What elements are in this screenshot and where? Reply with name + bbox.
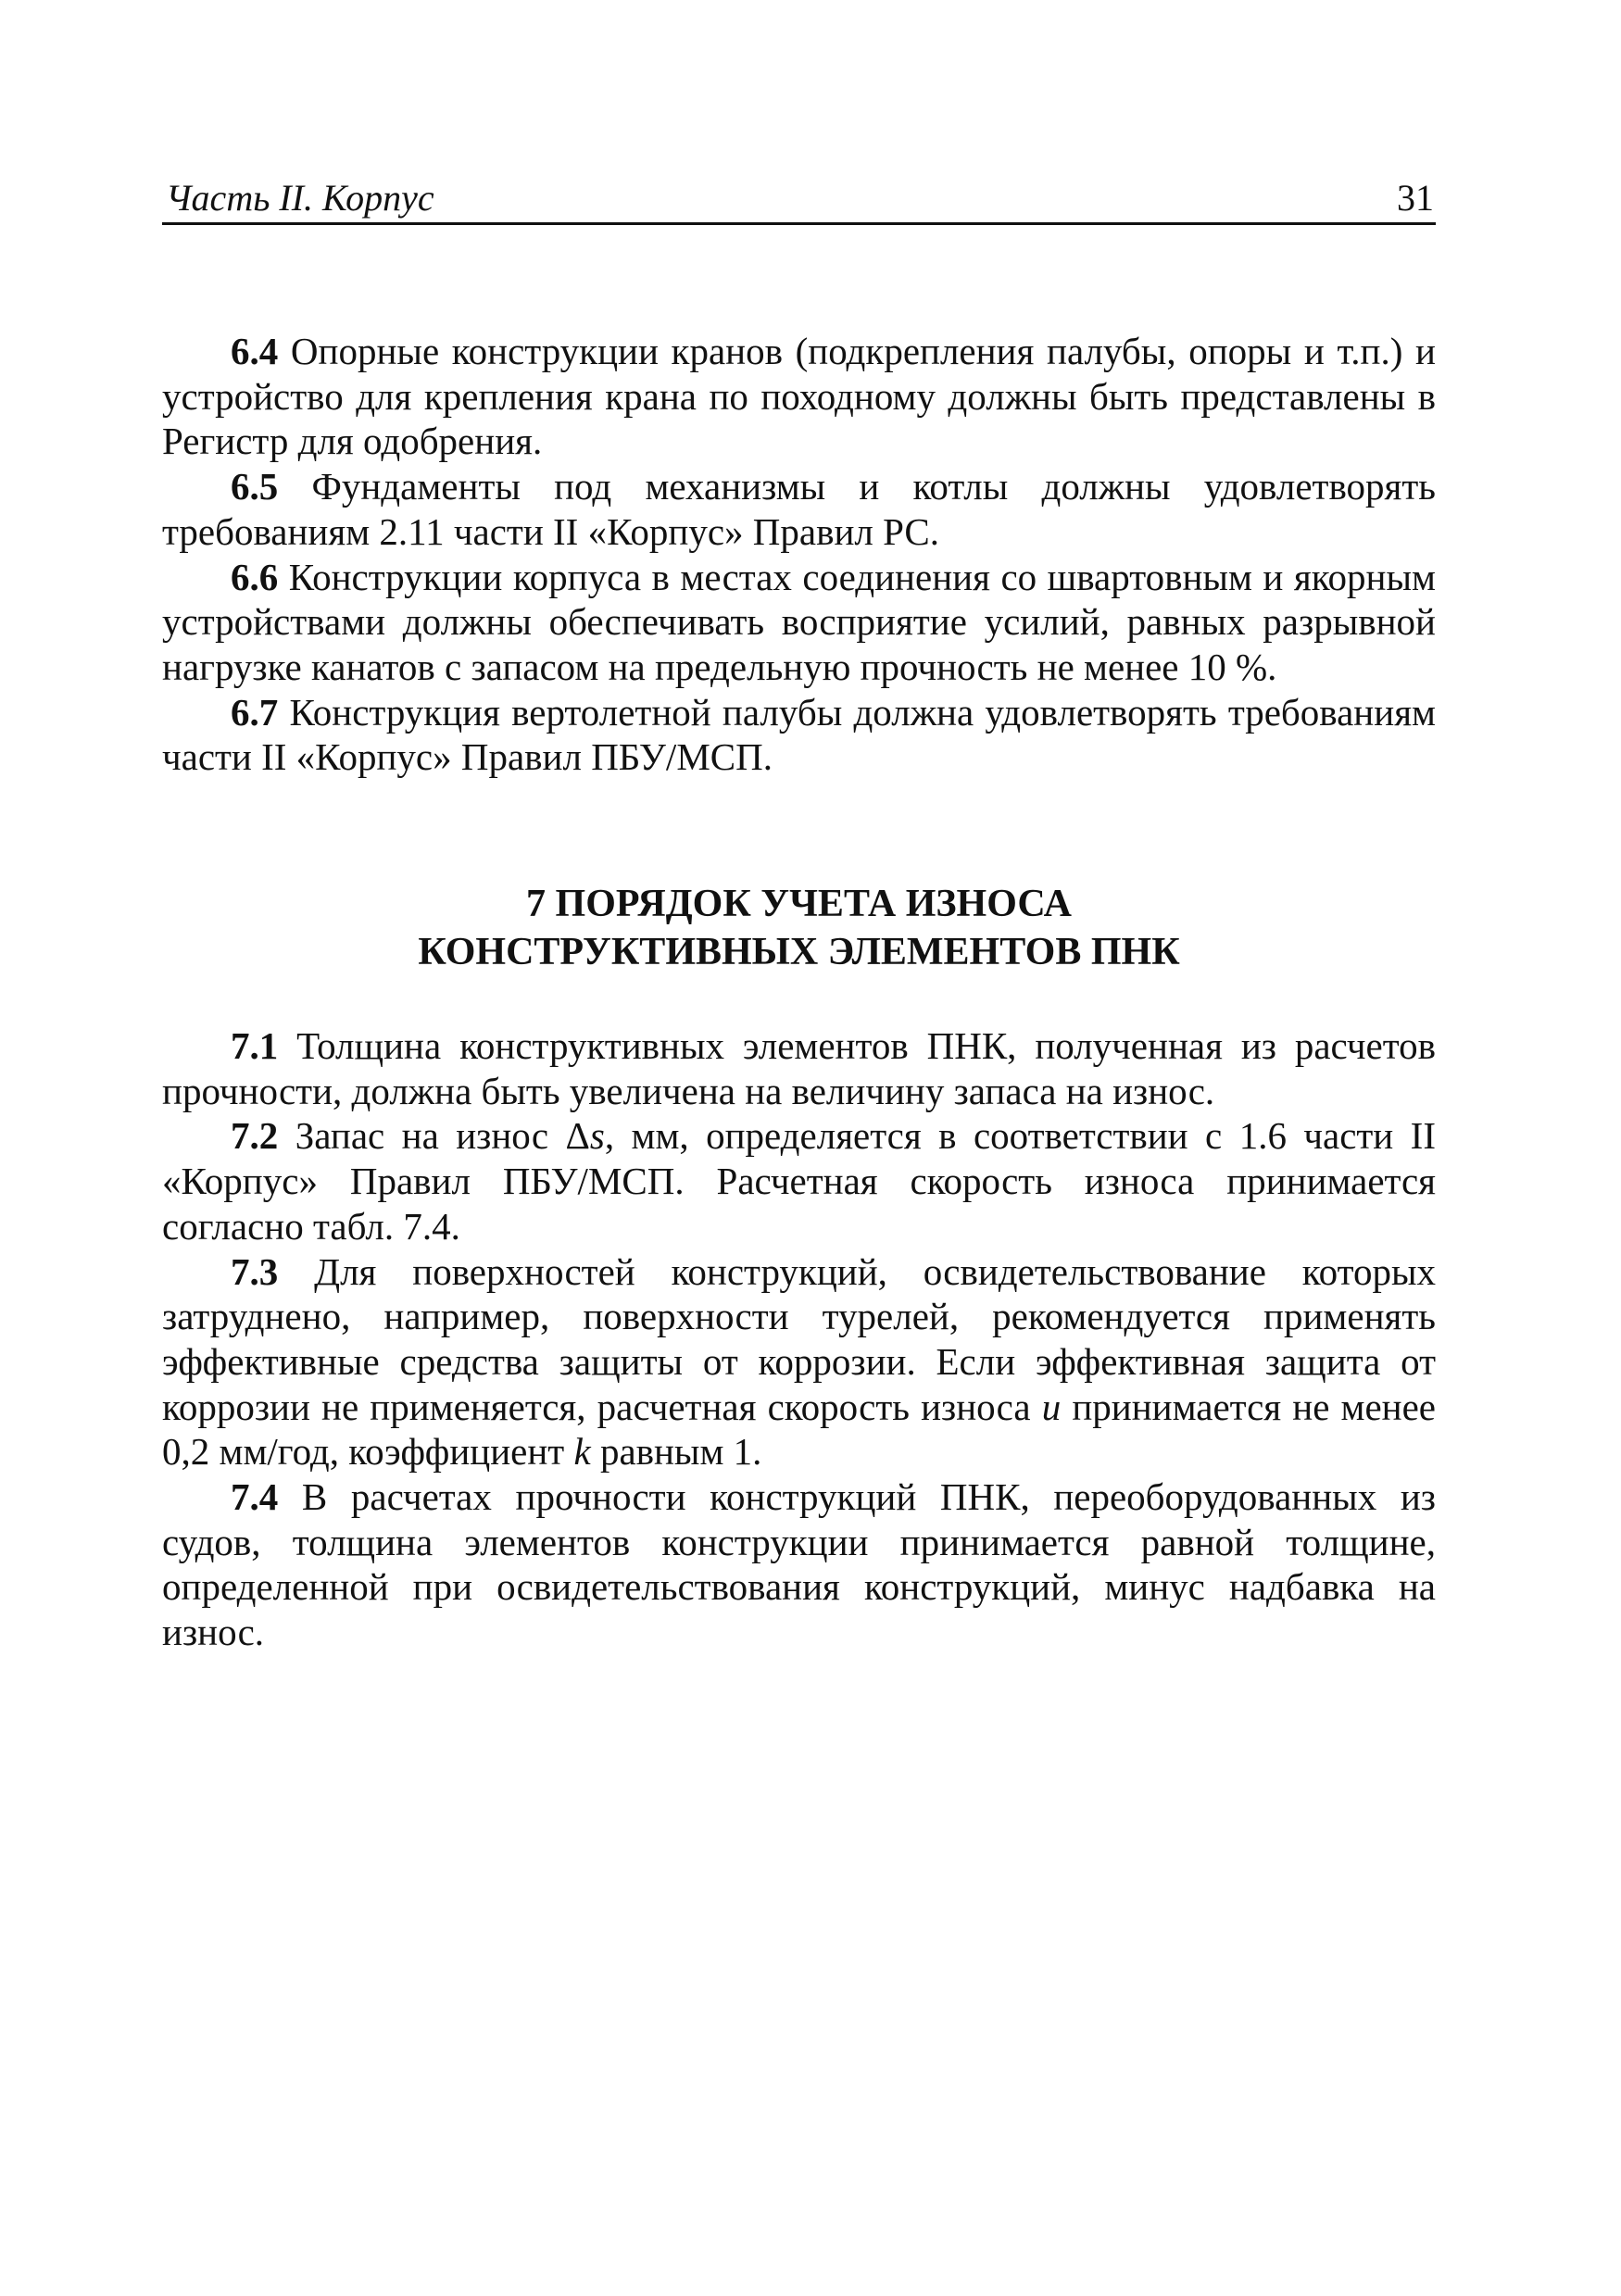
- paragraph-text-continued: , мм, определяется в соответствии с 1.6 части II «Корпус» Правил ПБУ/МСП. Расчетная скорость износа принимается согласно табл. 7.4.: [162, 1114, 1436, 1248]
- page-number: 31: [1397, 177, 1434, 219]
- paragraph-6-5: [162, 464, 1436, 554]
- section-6-body: [162, 329, 1436, 780]
- symbol-s: s: [589, 1114, 605, 1158]
- paragraph-7-3: [162, 1249, 1436, 1475]
- paragraph-6-6: [162, 555, 1436, 690]
- section-title-line-1: 7 ПОРЯДОК УЧЕТА ИЗНОСА: [526, 883, 1072, 925]
- paragraph-number: 6.6: [231, 555, 279, 598]
- paragraph-7-2: [162, 1113, 1436, 1248]
- paragraph-text: Конструкция вертолетной палубы должна удовлетворять требованиям части II «Корпус» Правил ПБУ/МСП.: [162, 690, 1436, 779]
- paragraph-7-1: [162, 1023, 1436, 1113]
- part-title: Часть II. Корпус: [166, 177, 434, 219]
- paragraph-number: 7.3: [231, 1249, 279, 1293]
- paragraph-number: 6.4: [231, 330, 279, 372]
- paragraph-text-end: равным 1.: [590, 1430, 762, 1474]
- symbol-k: k: [573, 1430, 591, 1474]
- section-7-title: [162, 880, 1436, 976]
- paragraph-number: 6.5: [231, 465, 279, 508]
- paragraph-text: Толщина конструктивных элементов ПНК, полученная из расчетов прочности, должна быть увеличена на величину запаса на износ.: [162, 1024, 1436, 1112]
- section-title-line-2: КОНСТРУКТИВНЫХ ЭЛЕМЕНТОВ ПНК: [418, 931, 1180, 973]
- paragraph-6-4: [162, 329, 1436, 464]
- running-header: [162, 174, 1436, 225]
- document-page: [162, 0, 1436, 2296]
- section-7-body: [162, 1023, 1436, 1655]
- paragraph-text: Конструкции корпуса в местах соединения со швартовным и якорным устройствами должны обеспечивать восприятие усилий, равных разрывной нагрузке канатов с запасом на предельную прочность не менее 10 %.: [162, 555, 1436, 688]
- paragraph-text: Опорные конструкции кранов (подкрепления палубы, опоры и т.п.) и устройство для крепления крана по походному должны быть представлены в Регистр для одобрения.: [162, 330, 1437, 463]
- paragraph-number: 7.1: [231, 1024, 279, 1067]
- paragraph-7-4: [162, 1474, 1436, 1655]
- paragraph-text: Запас на износ Δ: [295, 1114, 590, 1158]
- paragraph-number: 7.4: [231, 1475, 279, 1519]
- paragraph-text-continued: принимается не менее 0,2 мм/год, коэффициент: [162, 1385, 1437, 1474]
- symbol-u: u: [1041, 1385, 1062, 1428]
- paragraph-text: Фундаменты под механизмы и котлы должны удовлетворять требованиям 2.11 части II «Корпус» Правил РС.: [162, 465, 1436, 553]
- paragraph-text: Для поверхностей конструкций, освидетельствование которых затруднено, например, поверхности турелей, рекомендуется применять эффективные средства защиты от коррозии. Если эффективная защита от коррозии не применяется, расчетная скорость износа: [162, 1249, 1436, 1428]
- paragraph-number: 6.7: [231, 690, 279, 734]
- paragraph-text: В расчетах прочности конструкций ПНК, переоборудованных из судов, толщина элементов конструкции принимается равной толщине, определенной при освидетельствования конструкций, минус надбавка на износ.: [162, 1475, 1436, 1654]
- paragraph-6-7: [162, 690, 1436, 780]
- paragraph-number: 7.2: [231, 1114, 279, 1158]
